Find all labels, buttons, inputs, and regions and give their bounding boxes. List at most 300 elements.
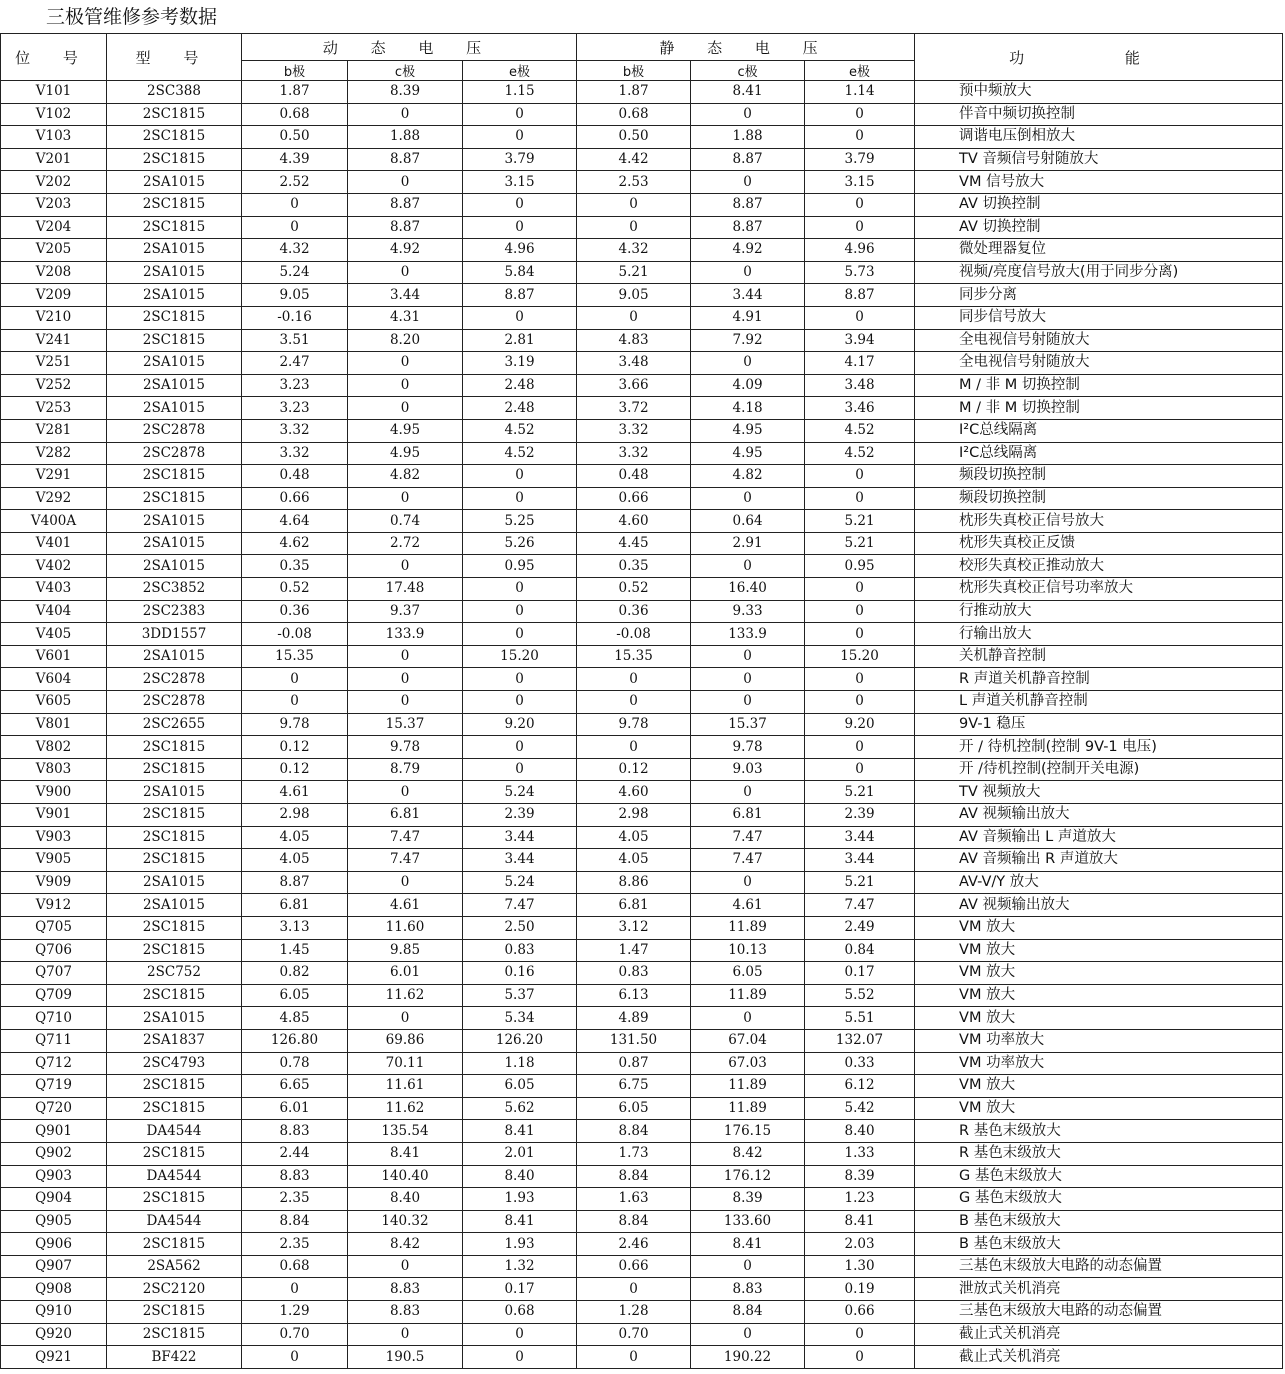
cell-dynamic-e: 4.52 bbox=[463, 442, 577, 465]
cell-static-b: 8.84 bbox=[577, 1120, 691, 1143]
cell-static-e: 5.51 bbox=[805, 1007, 915, 1030]
table-row bbox=[1, 532, 1283, 555]
cell-function: 枕形失真校正信号功率放大 bbox=[915, 578, 1283, 601]
cell-static-b: -0.08 bbox=[577, 623, 691, 646]
cell-static-e: 0 bbox=[805, 193, 915, 216]
cell-static-b: 131.50 bbox=[577, 1029, 691, 1052]
cell-static-c: 0 bbox=[691, 1007, 805, 1030]
cell-static-e: 0.19 bbox=[805, 1278, 915, 1301]
cell-dynamic-c: 11.62 bbox=[348, 984, 463, 1007]
cell-model: 2SA1015 bbox=[107, 284, 242, 307]
page-title: 三极管维修参考数据 bbox=[46, 6, 218, 28]
cell-dynamic-e: 1.32 bbox=[463, 1255, 577, 1278]
cell-model: 3DD1557 bbox=[107, 623, 242, 646]
cell-static-b: 0.70 bbox=[577, 1323, 691, 1346]
cell-static-e: 3.46 bbox=[805, 397, 915, 420]
cell-dynamic-e: 0 bbox=[463, 193, 577, 216]
cell-static-e: 0.66 bbox=[805, 1301, 915, 1324]
cell-dynamic-e: 1.15 bbox=[463, 81, 577, 104]
cell-static-b: 0.83 bbox=[577, 962, 691, 985]
cell-dynamic-e: 7.47 bbox=[463, 894, 577, 917]
table-row bbox=[1, 216, 1283, 239]
cell-position: Q710 bbox=[1, 1007, 107, 1030]
cell-position: V405 bbox=[1, 623, 107, 646]
cell-model: 2SA1015 bbox=[107, 1007, 242, 1030]
header-static-b: b极 bbox=[577, 61, 691, 81]
cell-function: 预中频放大 bbox=[915, 81, 1283, 104]
cell-dynamic-b: 6.65 bbox=[242, 1075, 348, 1098]
cell-position: V209 bbox=[1, 284, 107, 307]
cell-dynamic-b: 4.05 bbox=[242, 849, 348, 872]
cell-position: V400A bbox=[1, 510, 107, 533]
cell-static-b: 2.98 bbox=[577, 804, 691, 827]
cell-static-c: 8.87 bbox=[691, 148, 805, 171]
cell-dynamic-b: 8.84 bbox=[242, 1210, 348, 1233]
cell-dynamic-c: 9.85 bbox=[348, 939, 463, 962]
cell-function: 伴音中频切换控制 bbox=[915, 103, 1283, 126]
cell-dynamic-b: 9.05 bbox=[242, 284, 348, 307]
cell-static-c: 0 bbox=[691, 781, 805, 804]
cell-static-c: 11.89 bbox=[691, 916, 805, 939]
cell-static-c: 8.84 bbox=[691, 1301, 805, 1324]
cell-static-e: 6.12 bbox=[805, 1075, 915, 1098]
cell-static-e: 132.07 bbox=[805, 1029, 915, 1052]
cell-static-b: 1.73 bbox=[577, 1142, 691, 1165]
cell-position: V404 bbox=[1, 600, 107, 623]
cell-static-c: 7.92 bbox=[691, 329, 805, 352]
cell-static-c: 176.12 bbox=[691, 1165, 805, 1188]
cell-function: TV 音频信号射随放大 bbox=[915, 148, 1283, 171]
cell-static-e: 0 bbox=[805, 600, 915, 623]
cell-position: V282 bbox=[1, 442, 107, 465]
cell-static-e: 0 bbox=[805, 103, 915, 126]
cell-position: V292 bbox=[1, 487, 107, 510]
cell-static-b: 4.60 bbox=[577, 510, 691, 533]
cell-function: R 基色末级放大 bbox=[915, 1120, 1283, 1143]
cell-static-b: 0.66 bbox=[577, 1255, 691, 1278]
cell-position: Q707 bbox=[1, 962, 107, 985]
cell-dynamic-c: 0 bbox=[348, 261, 463, 284]
cell-static-b: 6.13 bbox=[577, 984, 691, 1007]
cell-static-e: 2.03 bbox=[805, 1233, 915, 1256]
cell-static-c: 8.39 bbox=[691, 1188, 805, 1211]
cell-static-b: 4.45 bbox=[577, 532, 691, 555]
cell-function: 频段切换控制 bbox=[915, 465, 1283, 488]
table-row bbox=[1, 713, 1283, 736]
table-header bbox=[1, 34, 1283, 81]
cell-position: Q920 bbox=[1, 1323, 107, 1346]
cell-dynamic-c: 140.32 bbox=[348, 1210, 463, 1233]
table-row bbox=[1, 374, 1283, 397]
cell-model: 2SA1015 bbox=[107, 171, 242, 194]
cell-dynamic-b: 0 bbox=[242, 1278, 348, 1301]
cell-dynamic-e: 5.84 bbox=[463, 261, 577, 284]
cell-position: Q705 bbox=[1, 916, 107, 939]
cell-static-c: 9.78 bbox=[691, 736, 805, 759]
cell-dynamic-c: 8.40 bbox=[348, 1188, 463, 1211]
cell-dynamic-e: 0 bbox=[463, 578, 577, 601]
cell-dynamic-b: 0.36 bbox=[242, 600, 348, 623]
cell-static-b: 0 bbox=[577, 306, 691, 329]
cell-dynamic-b: 4.62 bbox=[242, 532, 348, 555]
cell-position: Q719 bbox=[1, 1075, 107, 1098]
cell-static-b: 4.89 bbox=[577, 1007, 691, 1030]
cell-static-e: 3.79 bbox=[805, 148, 915, 171]
header-static-voltage: 静 态 电 压 bbox=[577, 34, 915, 61]
cell-dynamic-c: 8.39 bbox=[348, 81, 463, 104]
cell-dynamic-e: 3.79 bbox=[463, 148, 577, 171]
cell-dynamic-c: 0 bbox=[348, 397, 463, 420]
cell-static-b: 6.05 bbox=[577, 1097, 691, 1120]
cell-dynamic-c: 9.78 bbox=[348, 736, 463, 759]
cell-dynamic-e: 0.95 bbox=[463, 555, 577, 578]
cell-static-c: 133.60 bbox=[691, 1210, 805, 1233]
cell-static-c: 4.91 bbox=[691, 306, 805, 329]
header-function: 功 能 bbox=[915, 34, 1283, 81]
cell-dynamic-e: 5.24 bbox=[463, 871, 577, 894]
cell-dynamic-e: 6.05 bbox=[463, 1075, 577, 1098]
cell-dynamic-b: 0.35 bbox=[242, 555, 348, 578]
cell-static-e: 0 bbox=[805, 306, 915, 329]
cell-static-c: 16.40 bbox=[691, 578, 805, 601]
cell-static-b: 0.35 bbox=[577, 555, 691, 578]
cell-position: V403 bbox=[1, 578, 107, 601]
cell-dynamic-e: 5.25 bbox=[463, 510, 577, 533]
cell-position: V604 bbox=[1, 668, 107, 691]
cell-dynamic-b: 2.47 bbox=[242, 352, 348, 375]
cell-static-e: 4.17 bbox=[805, 352, 915, 375]
cell-dynamic-e: 2.01 bbox=[463, 1142, 577, 1165]
cell-static-c: 0.64 bbox=[691, 510, 805, 533]
cell-dynamic-b: 1.45 bbox=[242, 939, 348, 962]
cell-function: AV 切换控制 bbox=[915, 216, 1283, 239]
table-row bbox=[1, 623, 1283, 646]
cell-dynamic-c: 3.44 bbox=[348, 284, 463, 307]
cell-model: 2SC4793 bbox=[107, 1052, 242, 1075]
table-row bbox=[1, 916, 1283, 939]
table-body bbox=[1, 81, 1283, 1369]
cell-static-b: 1.47 bbox=[577, 939, 691, 962]
cell-dynamic-e: 126.20 bbox=[463, 1029, 577, 1052]
cell-dynamic-c: 15.37 bbox=[348, 713, 463, 736]
cell-dynamic-b: 0.50 bbox=[242, 126, 348, 149]
cell-static-c: 8.41 bbox=[691, 81, 805, 104]
cell-model: 2SC1815 bbox=[107, 1188, 242, 1211]
cell-static-b: 8.86 bbox=[577, 871, 691, 894]
cell-dynamic-e: 8.87 bbox=[463, 284, 577, 307]
cell-position: V601 bbox=[1, 645, 107, 668]
cell-dynamic-b: 0.12 bbox=[242, 758, 348, 781]
cell-function: AV 视频输出放大 bbox=[915, 804, 1283, 827]
cell-function: 全电视信号射随放大 bbox=[915, 352, 1283, 375]
cell-function: AV 音频输出 R 声道放大 bbox=[915, 849, 1283, 872]
cell-static-b: 0.48 bbox=[577, 465, 691, 488]
cell-dynamic-c: 8.20 bbox=[348, 329, 463, 352]
cell-model: 2SC1815 bbox=[107, 103, 242, 126]
cell-static-e: 0.33 bbox=[805, 1052, 915, 1075]
cell-dynamic-b: -0.08 bbox=[242, 623, 348, 646]
table-row bbox=[1, 939, 1283, 962]
cell-dynamic-e: 0 bbox=[463, 758, 577, 781]
table-row bbox=[1, 1075, 1283, 1098]
cell-static-b: 6.75 bbox=[577, 1075, 691, 1098]
cell-static-c: 8.87 bbox=[691, 193, 805, 216]
cell-dynamic-c: 8.41 bbox=[348, 1142, 463, 1165]
cell-static-c: 0 bbox=[691, 871, 805, 894]
table-row bbox=[1, 804, 1283, 827]
cell-function: 泄放式关机消亮 bbox=[915, 1278, 1283, 1301]
cell-dynamic-b: 6.01 bbox=[242, 1097, 348, 1120]
cell-position: V605 bbox=[1, 691, 107, 714]
cell-static-e: 0 bbox=[805, 1323, 915, 1346]
cell-dynamic-e: 0 bbox=[463, 691, 577, 714]
cell-static-e: 0.17 bbox=[805, 962, 915, 985]
cell-model: 2SC1815 bbox=[107, 1301, 242, 1324]
cell-model: 2SC1815 bbox=[107, 984, 242, 1007]
cell-dynamic-e: 2.48 bbox=[463, 397, 577, 420]
cell-static-c: 8.41 bbox=[691, 1233, 805, 1256]
cell-dynamic-e: 8.41 bbox=[463, 1210, 577, 1233]
cell-dynamic-c: 7.47 bbox=[348, 849, 463, 872]
cell-static-b: 0 bbox=[577, 736, 691, 759]
cell-position: Q921 bbox=[1, 1346, 107, 1369]
cell-dynamic-e: 0 bbox=[463, 465, 577, 488]
cell-static-c: 4.09 bbox=[691, 374, 805, 397]
cell-model: DA4544 bbox=[107, 1210, 242, 1233]
cell-dynamic-e: 0.17 bbox=[463, 1278, 577, 1301]
cell-dynamic-c: 2.72 bbox=[348, 532, 463, 555]
table-row bbox=[1, 103, 1283, 126]
cell-position: Q709 bbox=[1, 984, 107, 1007]
cell-static-e: 5.21 bbox=[805, 532, 915, 555]
cell-dynamic-e: 0 bbox=[463, 126, 577, 149]
cell-dynamic-c: 69.86 bbox=[348, 1029, 463, 1052]
cell-dynamic-c: 11.62 bbox=[348, 1097, 463, 1120]
cell-static-e: 5.21 bbox=[805, 871, 915, 894]
cell-static-e: 5.52 bbox=[805, 984, 915, 1007]
cell-static-c: 0 bbox=[691, 1255, 805, 1278]
cell-static-c: 8.87 bbox=[691, 216, 805, 239]
cell-dynamic-b: 1.29 bbox=[242, 1301, 348, 1324]
cell-dynamic-c: 70.11 bbox=[348, 1052, 463, 1075]
header-dynamic-b: b极 bbox=[242, 61, 348, 81]
cell-static-e: 1.30 bbox=[805, 1255, 915, 1278]
cell-model: 2SC1815 bbox=[107, 329, 242, 352]
cell-static-b: 0.68 bbox=[577, 103, 691, 126]
cell-model: 2SC752 bbox=[107, 962, 242, 985]
cell-model: 2SC2878 bbox=[107, 419, 242, 442]
cell-position: V101 bbox=[1, 81, 107, 104]
table-row bbox=[1, 668, 1283, 691]
cell-model: 2SC1815 bbox=[107, 1323, 242, 1346]
cell-static-c: 9.03 bbox=[691, 758, 805, 781]
header-static-e: e极 bbox=[805, 61, 915, 81]
cell-static-b: 3.66 bbox=[577, 374, 691, 397]
cell-dynamic-b: 0.66 bbox=[242, 487, 348, 510]
cell-function: VM 放大 bbox=[915, 916, 1283, 939]
cell-static-b: 4.05 bbox=[577, 849, 691, 872]
cell-model: 2SC1815 bbox=[107, 148, 242, 171]
cell-static-e: 0 bbox=[805, 216, 915, 239]
cell-function: VM 放大 bbox=[915, 962, 1283, 985]
cell-model: 2SA1015 bbox=[107, 894, 242, 917]
cell-static-e: 1.33 bbox=[805, 1142, 915, 1165]
cell-model: 2SC2383 bbox=[107, 600, 242, 623]
cell-model: 2SA1015 bbox=[107, 352, 242, 375]
cell-static-c: 0 bbox=[691, 691, 805, 714]
cell-static-e: 0 bbox=[805, 578, 915, 601]
cell-dynamic-b: 4.61 bbox=[242, 781, 348, 804]
cell-function: 开 / 待机控制(控制 9V-1 电压) bbox=[915, 736, 1283, 759]
cell-static-c: 2.91 bbox=[691, 532, 805, 555]
table-row bbox=[1, 1346, 1283, 1369]
cell-static-c: 190.22 bbox=[691, 1346, 805, 1369]
cell-static-c: 4.95 bbox=[691, 442, 805, 465]
cell-position: V202 bbox=[1, 171, 107, 194]
cell-static-e: 8.41 bbox=[805, 1210, 915, 1233]
cell-static-b: 0 bbox=[577, 1346, 691, 1369]
cell-static-c: 4.18 bbox=[691, 397, 805, 420]
cell-static-b: 4.60 bbox=[577, 781, 691, 804]
cell-model: 2SC1815 bbox=[107, 849, 242, 872]
cell-model: 2SA1015 bbox=[107, 510, 242, 533]
table-row bbox=[1, 171, 1283, 194]
cell-position: V803 bbox=[1, 758, 107, 781]
cell-dynamic-c: 0 bbox=[348, 555, 463, 578]
cell-static-b: 1.28 bbox=[577, 1301, 691, 1324]
cell-dynamic-c: 4.92 bbox=[348, 239, 463, 262]
cell-model: 2SC1815 bbox=[107, 126, 242, 149]
cell-dynamic-c: 1.88 bbox=[348, 126, 463, 149]
cell-static-c: 8.83 bbox=[691, 1278, 805, 1301]
cell-static-c: 6.05 bbox=[691, 962, 805, 985]
cell-dynamic-b: 0.68 bbox=[242, 1255, 348, 1278]
cell-model: 2SC1815 bbox=[107, 465, 242, 488]
cell-dynamic-c: 0.74 bbox=[348, 510, 463, 533]
cell-static-c: 0 bbox=[691, 261, 805, 284]
cell-static-b: 6.81 bbox=[577, 894, 691, 917]
cell-position: V912 bbox=[1, 894, 107, 917]
cell-position: V281 bbox=[1, 419, 107, 442]
cell-dynamic-c: 11.60 bbox=[348, 916, 463, 939]
table-row bbox=[1, 826, 1283, 849]
cell-function: B 基色末级放大 bbox=[915, 1210, 1283, 1233]
cell-position: V210 bbox=[1, 306, 107, 329]
cell-model: 2SC1815 bbox=[107, 736, 242, 759]
cell-dynamic-b: 2.35 bbox=[242, 1188, 348, 1211]
cell-function: VM 放大 bbox=[915, 1007, 1283, 1030]
cell-dynamic-c: 4.95 bbox=[348, 419, 463, 442]
cell-position: Q711 bbox=[1, 1029, 107, 1052]
cell-static-e: 4.52 bbox=[805, 442, 915, 465]
cell-model: 2SC1815 bbox=[107, 939, 242, 962]
cell-model: 2SC1815 bbox=[107, 1233, 242, 1256]
cell-position: V252 bbox=[1, 374, 107, 397]
cell-dynamic-c: 11.61 bbox=[348, 1075, 463, 1098]
cell-model: 2SA1015 bbox=[107, 871, 242, 894]
cell-dynamic-c: 8.87 bbox=[348, 148, 463, 171]
cell-static-e: 0 bbox=[805, 465, 915, 488]
cell-dynamic-e: 9.20 bbox=[463, 713, 577, 736]
cell-model: 2SC2878 bbox=[107, 442, 242, 465]
cell-function: 枕形失真校正信号放大 bbox=[915, 510, 1283, 533]
cell-static-b: 4.83 bbox=[577, 329, 691, 352]
cell-dynamic-e: 5.24 bbox=[463, 781, 577, 804]
cell-dynamic-c: 0 bbox=[348, 352, 463, 375]
cell-function: L 声道关机静音控制 bbox=[915, 691, 1283, 714]
cell-model: DA4544 bbox=[107, 1120, 242, 1143]
cell-position: V909 bbox=[1, 871, 107, 894]
cell-static-e: 4.52 bbox=[805, 419, 915, 442]
cell-dynamic-e: 1.93 bbox=[463, 1188, 577, 1211]
cell-static-e: 0 bbox=[805, 126, 915, 149]
table-row bbox=[1, 578, 1283, 601]
cell-static-c: 0 bbox=[691, 352, 805, 375]
cell-static-c: 0 bbox=[691, 487, 805, 510]
table-row bbox=[1, 329, 1283, 352]
cell-position: V102 bbox=[1, 103, 107, 126]
cell-dynamic-b: 4.64 bbox=[242, 510, 348, 533]
cell-static-b: 3.32 bbox=[577, 419, 691, 442]
cell-dynamic-c: 0 bbox=[348, 103, 463, 126]
cell-dynamic-e: 4.52 bbox=[463, 419, 577, 442]
table-row bbox=[1, 1255, 1283, 1278]
cell-position: V201 bbox=[1, 148, 107, 171]
cell-static-b: 3.72 bbox=[577, 397, 691, 420]
cell-dynamic-b: 0.78 bbox=[242, 1052, 348, 1075]
cell-dynamic-c: 0 bbox=[348, 691, 463, 714]
table-row bbox=[1, 1233, 1283, 1256]
cell-static-e: 3.48 bbox=[805, 374, 915, 397]
cell-model: 2SC2655 bbox=[107, 713, 242, 736]
cell-model: 2SC1815 bbox=[107, 804, 242, 827]
cell-static-b: 0.50 bbox=[577, 126, 691, 149]
cell-model: 2SC1815 bbox=[107, 1097, 242, 1120]
cell-static-c: 1.88 bbox=[691, 126, 805, 149]
cell-static-c: 0 bbox=[691, 103, 805, 126]
cell-function: M / 非 M 切换控制 bbox=[915, 397, 1283, 420]
cell-function: 三基色末级放大电路的动态偏置 bbox=[915, 1301, 1283, 1324]
cell-position: V203 bbox=[1, 193, 107, 216]
cell-static-b: 0.36 bbox=[577, 600, 691, 623]
cell-dynamic-c: 4.31 bbox=[348, 306, 463, 329]
cell-model: 2SA1015 bbox=[107, 781, 242, 804]
cell-static-c: 6.81 bbox=[691, 804, 805, 827]
cell-static-b: 0 bbox=[577, 668, 691, 691]
cell-static-c: 0 bbox=[691, 171, 805, 194]
cell-static-b: 0.12 bbox=[577, 758, 691, 781]
cell-position: V251 bbox=[1, 352, 107, 375]
cell-static-c: 11.89 bbox=[691, 1097, 805, 1120]
table-row bbox=[1, 1097, 1283, 1120]
cell-dynamic-c: 8.83 bbox=[348, 1301, 463, 1324]
cell-dynamic-c: 0 bbox=[348, 871, 463, 894]
cell-position: Q903 bbox=[1, 1165, 107, 1188]
cell-static-e: 1.14 bbox=[805, 81, 915, 104]
cell-static-c: 9.33 bbox=[691, 600, 805, 623]
cell-static-e: 9.20 bbox=[805, 713, 915, 736]
header-dynamic-voltage: 动 态 电 压 bbox=[242, 34, 577, 61]
cell-dynamic-b: -0.16 bbox=[242, 306, 348, 329]
table-row bbox=[1, 871, 1283, 894]
cell-model: 2SA1015 bbox=[107, 555, 242, 578]
cell-function: 9V-1 稳压 bbox=[915, 713, 1283, 736]
table-row bbox=[1, 736, 1283, 759]
cell-dynamic-e: 1.93 bbox=[463, 1233, 577, 1256]
cell-position: V402 bbox=[1, 555, 107, 578]
table-row bbox=[1, 397, 1283, 420]
cell-model: 2SC1815 bbox=[107, 1075, 242, 1098]
